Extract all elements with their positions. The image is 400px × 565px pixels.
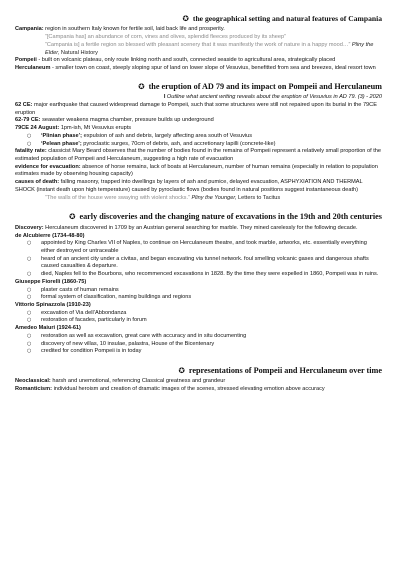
section-heading-geography: ✪ the geographical setting and natural features of Campania — [182, 14, 382, 23]
star-circle-icon: ✪ — [69, 212, 76, 222]
list-item: ○ ‘Plinian phase’; expulsion of ash and debris, largely affecting area south of Vesuvius — [15, 133, 382, 141]
list-item: ○ discovery of new villas, 10 insulae, palastra, House of the Bicentenary — [15, 341, 382, 349]
campania-paragraph: Campania: region in southern Italy known for fertile soil, laid back life and prosperity. — [15, 26, 225, 33]
quote-campania-2: “Campania is] a fertile region so blessed with pleasant scenery that it was manifestly the work of nature in a happy mood…” Pliny the Elder, Natural History — [45, 41, 374, 56]
neoclassical-paragraph: Neoclassical: harsh and unemotional, referencing Classical greatness and grandeur — [15, 378, 226, 385]
death-causes-paragraph: causes of death: falling masonry, trapped into dwellings by layers of ash and pumice, delayed evacuation, ASPHYXIATION AND THERMAL SHOCK (instant death upon high temperature) caused by pyroclastic flows (bodies found in natural positions suggest instantaneous death) — [15, 179, 363, 193]
star-circle-icon: ✪ — [178, 366, 185, 375]
spinazzola-list — [15, 310, 382, 325]
list-item: ○ ‘Pelean phase’; pyroclastic surges, 70cm of debris, ash, and accretionary lapilli (concrete-like) — [15, 141, 382, 149]
star-circle-icon: ✪ — [138, 81, 145, 91]
section-heading-representations: ✪ representations of Pompeii and Herculaneum over time — [178, 366, 382, 375]
pompeii-paragraph: Pompeii - built on volcanic plateau, only route linking north and south, connected seaside to agricultural area, strategically placed — [15, 57, 336, 64]
discovery-paragraph: Discovery: Herculaneum discovered in 1709 by an Austrian general searching for marble. They mined carelessly for the following decade. — [15, 224, 358, 231]
list-item: ○ plaster casts of human remains — [15, 287, 382, 295]
list-item: ○ formal system of classification, naming buildings and regions — [15, 294, 382, 302]
list-item: ○ heard of an ancient city under a civitas, and began excavating via tunnel network. foul smelling volcanic gases and dangerous shafts caused casualties & departure. — [15, 256, 382, 271]
list-item: ○ credited for condition Pompeii is in today — [15, 348, 382, 356]
eruption-62ce: 62 CE: major earthquake that caused widespread damage to Pompeii, such that some structures were still not repaired upon its burial in the 79CE eruption — [15, 101, 377, 116]
eruption-62-79ce: 62-79 CE: seawater weakens magma chamber, pressure builds up underground — [15, 117, 214, 124]
maiuri-heading: Amedeo Maiuri (1924-61) — [15, 325, 81, 332]
romanticism-paragraph: Romanticism: individual heroism and creation of dramatic images of the scenes, stressed elevating emotion above accuracy — [15, 386, 325, 393]
quote-pliny-younger: “The walls of the house were swaying with violent shocks.” Pliny the Younger, Letters to Tacitus — [45, 194, 281, 201]
quote-campania-1: “[Campania has] an abundance of corn, vines and olives, splendid fleeces produced by its sheep” — [45, 34, 286, 41]
maiuri-list — [15, 333, 382, 356]
list-item: ○ excavation of Via dell’Abbondanza — [15, 310, 382, 318]
eruption-phases-list — [15, 133, 382, 148]
list-item: ○ restoration of facades, particularly in forum — [15, 317, 382, 325]
herculaneum-paragraph: Herculaneum - smaller town on coast, steeply sloping spur of land on lower slope of Vesuvius, benefitted from sea and breezes, ideal resort town — [15, 65, 376, 72]
star-circle-icon: ✪ — [182, 14, 189, 23]
section-heading-excavations: ✪ early discoveries and the changing nature of excavations in the 19th and 20th centuries — [69, 212, 382, 222]
list-item: ○ died, Naples fell to the Bourbons, who recommenced excavations in 1828. By the time they were expelled in 1860, Pompeii was in ruins. — [15, 271, 382, 279]
section-heading-eruption: ✪ the eruption of AD 79 and its impact on Pompeii and Herculaneum — [138, 81, 382, 91]
fatality-paragraph: fatality rate: classicist Mary Beard observes that the number of bodies found in the remains of Pompeii represent a relatively small proportion of the estimated population of Pompeii and Herculaneum, suggesting a high rate of evacuation — [15, 148, 381, 162]
eruption-79ce: 79CE 24 August: 1pm-ish, Mt Vesuvius erupts — [15, 125, 132, 132]
list-item: ○ appointed by King Charles VII of Naples, to continue on Herculaneum theatre, and took marble, artworks, etc. essentially everything either destroyed or untraceable — [15, 240, 382, 255]
spinazzola-heading: Vittorio Spinazzola (1910-23) — [15, 301, 91, 308]
fiorelli-list — [15, 287, 382, 302]
alcubierre-list — [15, 240, 382, 279]
list-item: ○ restoration as well as excavation, great care with accuracy and in situ documenting — [15, 333, 382, 341]
exam-question: I Outline what ancient writing reveals about the eruption of Vesuvius in AD 79. (3) - 2020 — [163, 94, 382, 101]
alcubierre-heading: de Alcubierre (1734-48-80) — [15, 232, 85, 239]
evacuation-paragraph: evidence for evacuation: absence of horse remains, lack of boats at Herculaneum, number of human remains (especially in relation to population estimates made by observing housing capacity) — [15, 163, 378, 178]
fiorelli-heading: Giuseppe Fiorelli (1860-75) — [15, 278, 87, 285]
